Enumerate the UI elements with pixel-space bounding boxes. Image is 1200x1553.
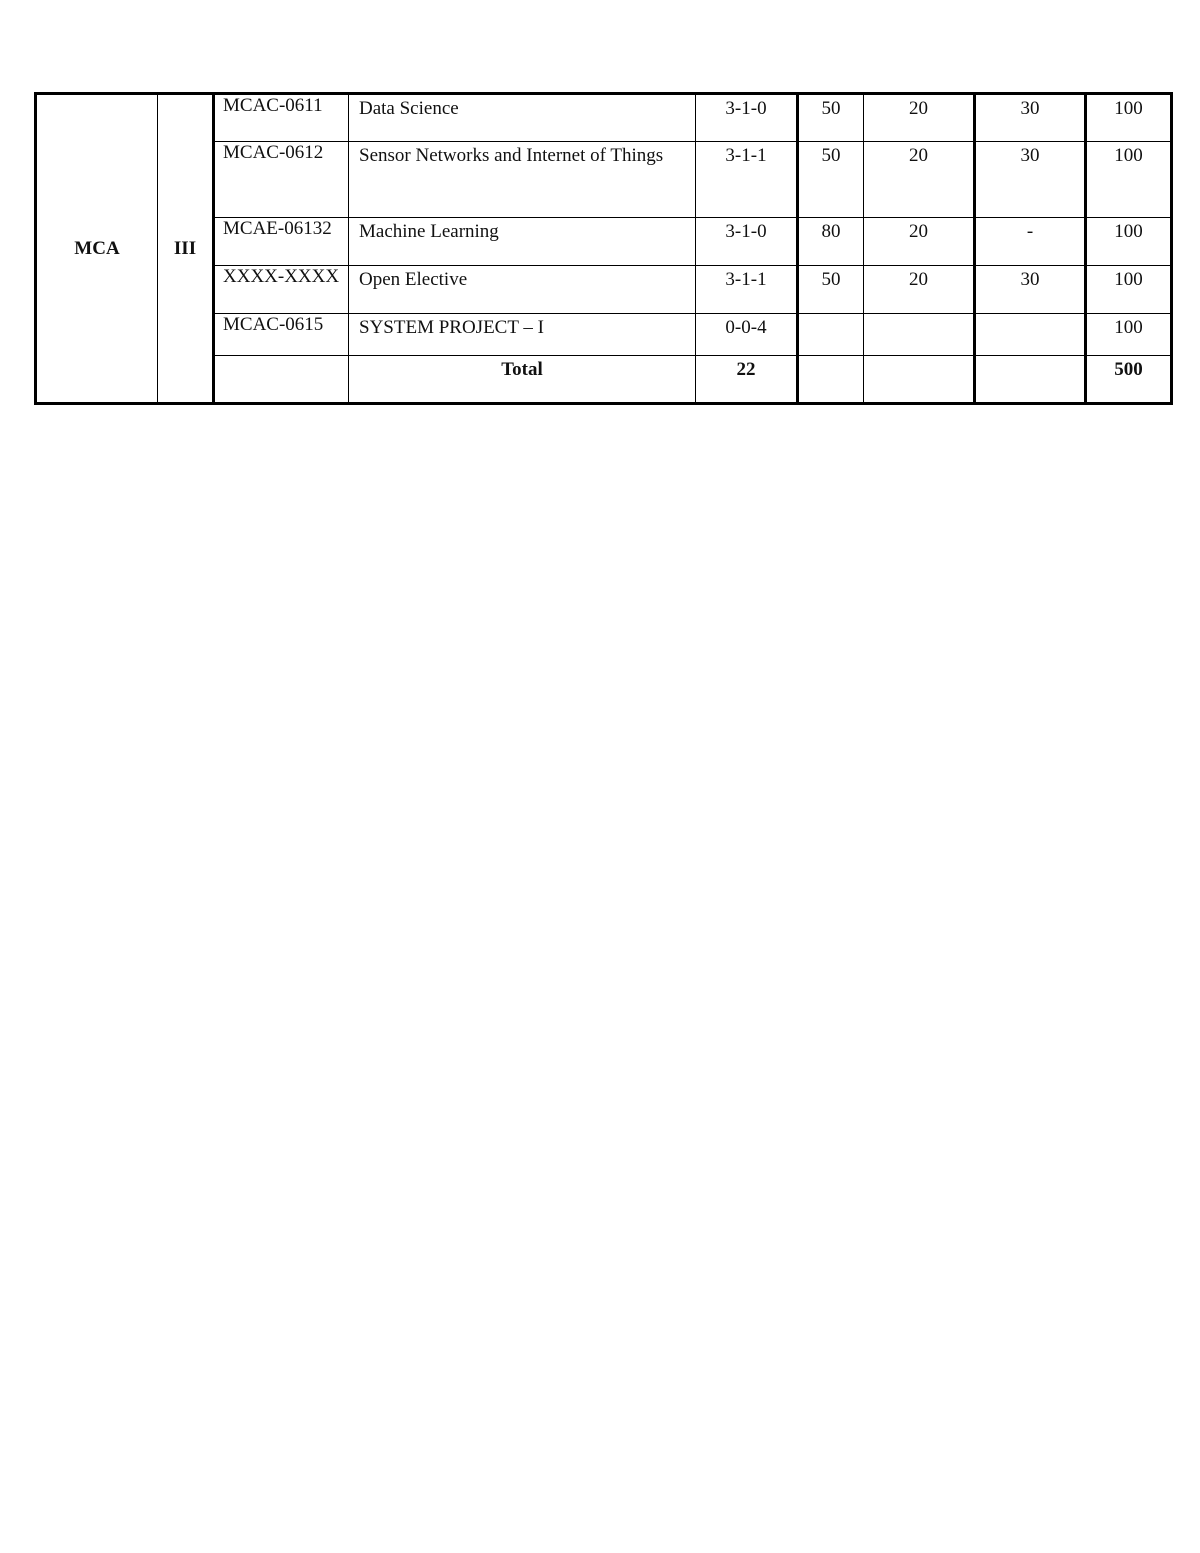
semester-cell: III (158, 94, 214, 404)
course-subject: Data Science (349, 94, 696, 142)
course-mark-3: 30 (975, 94, 1086, 142)
course-mark-1: 50 (798, 266, 864, 314)
course-ltp: 3-1-0 (696, 94, 798, 142)
total-credits: 22 (696, 356, 798, 404)
course-mark-2 (864, 314, 975, 356)
course-total: 100 (1086, 218, 1172, 266)
course-mark-2: 20 (864, 218, 975, 266)
course-table (34, 92, 1173, 405)
program-cell: MCA (36, 94, 158, 404)
course-code: MCAE-06132 (214, 218, 349, 266)
course-code: MCAC-0611 (214, 94, 349, 142)
total-mark-2 (864, 356, 975, 404)
course-ltp: 0-0-4 (696, 314, 798, 356)
course-mark-1: 50 (798, 94, 864, 142)
course-subject: Machine Learning (349, 218, 696, 266)
total-mark-3 (975, 356, 1086, 404)
course-code: MCAC-0612 (214, 142, 349, 218)
table-row (36, 94, 1172, 142)
course-ltp: 3-1-0 (696, 218, 798, 266)
course-total: 100 (1086, 266, 1172, 314)
course-total: 100 (1086, 314, 1172, 356)
total-code-cell (214, 356, 349, 404)
total-label: Total (349, 356, 696, 404)
course-mark-2: 20 (864, 266, 975, 314)
course-mark-3: - (975, 218, 1086, 266)
course-code: MCAC-0615 (214, 314, 349, 356)
course-mark-3 (975, 314, 1086, 356)
course-ltp: 3-1-1 (696, 142, 798, 218)
course-mark-3: 30 (975, 142, 1086, 218)
total-marks: 500 (1086, 356, 1172, 404)
course-subject: Sensor Networks and Internet of Things (349, 142, 696, 218)
course-mark-2: 20 (864, 142, 975, 218)
total-mark-1 (798, 356, 864, 404)
course-mark-3: 30 (975, 266, 1086, 314)
course-total: 100 (1086, 142, 1172, 218)
course-code: XXXX-XXXX (214, 266, 349, 314)
course-mark-1 (798, 314, 864, 356)
course-subject: Open Elective (349, 266, 696, 314)
course-ltp: 3-1-1 (696, 266, 798, 314)
course-mark-2: 20 (864, 94, 975, 142)
course-mark-1: 50 (798, 142, 864, 218)
course-mark-1: 80 (798, 218, 864, 266)
course-subject: SYSTEM PROJECT – I (349, 314, 696, 356)
course-total: 100 (1086, 94, 1172, 142)
